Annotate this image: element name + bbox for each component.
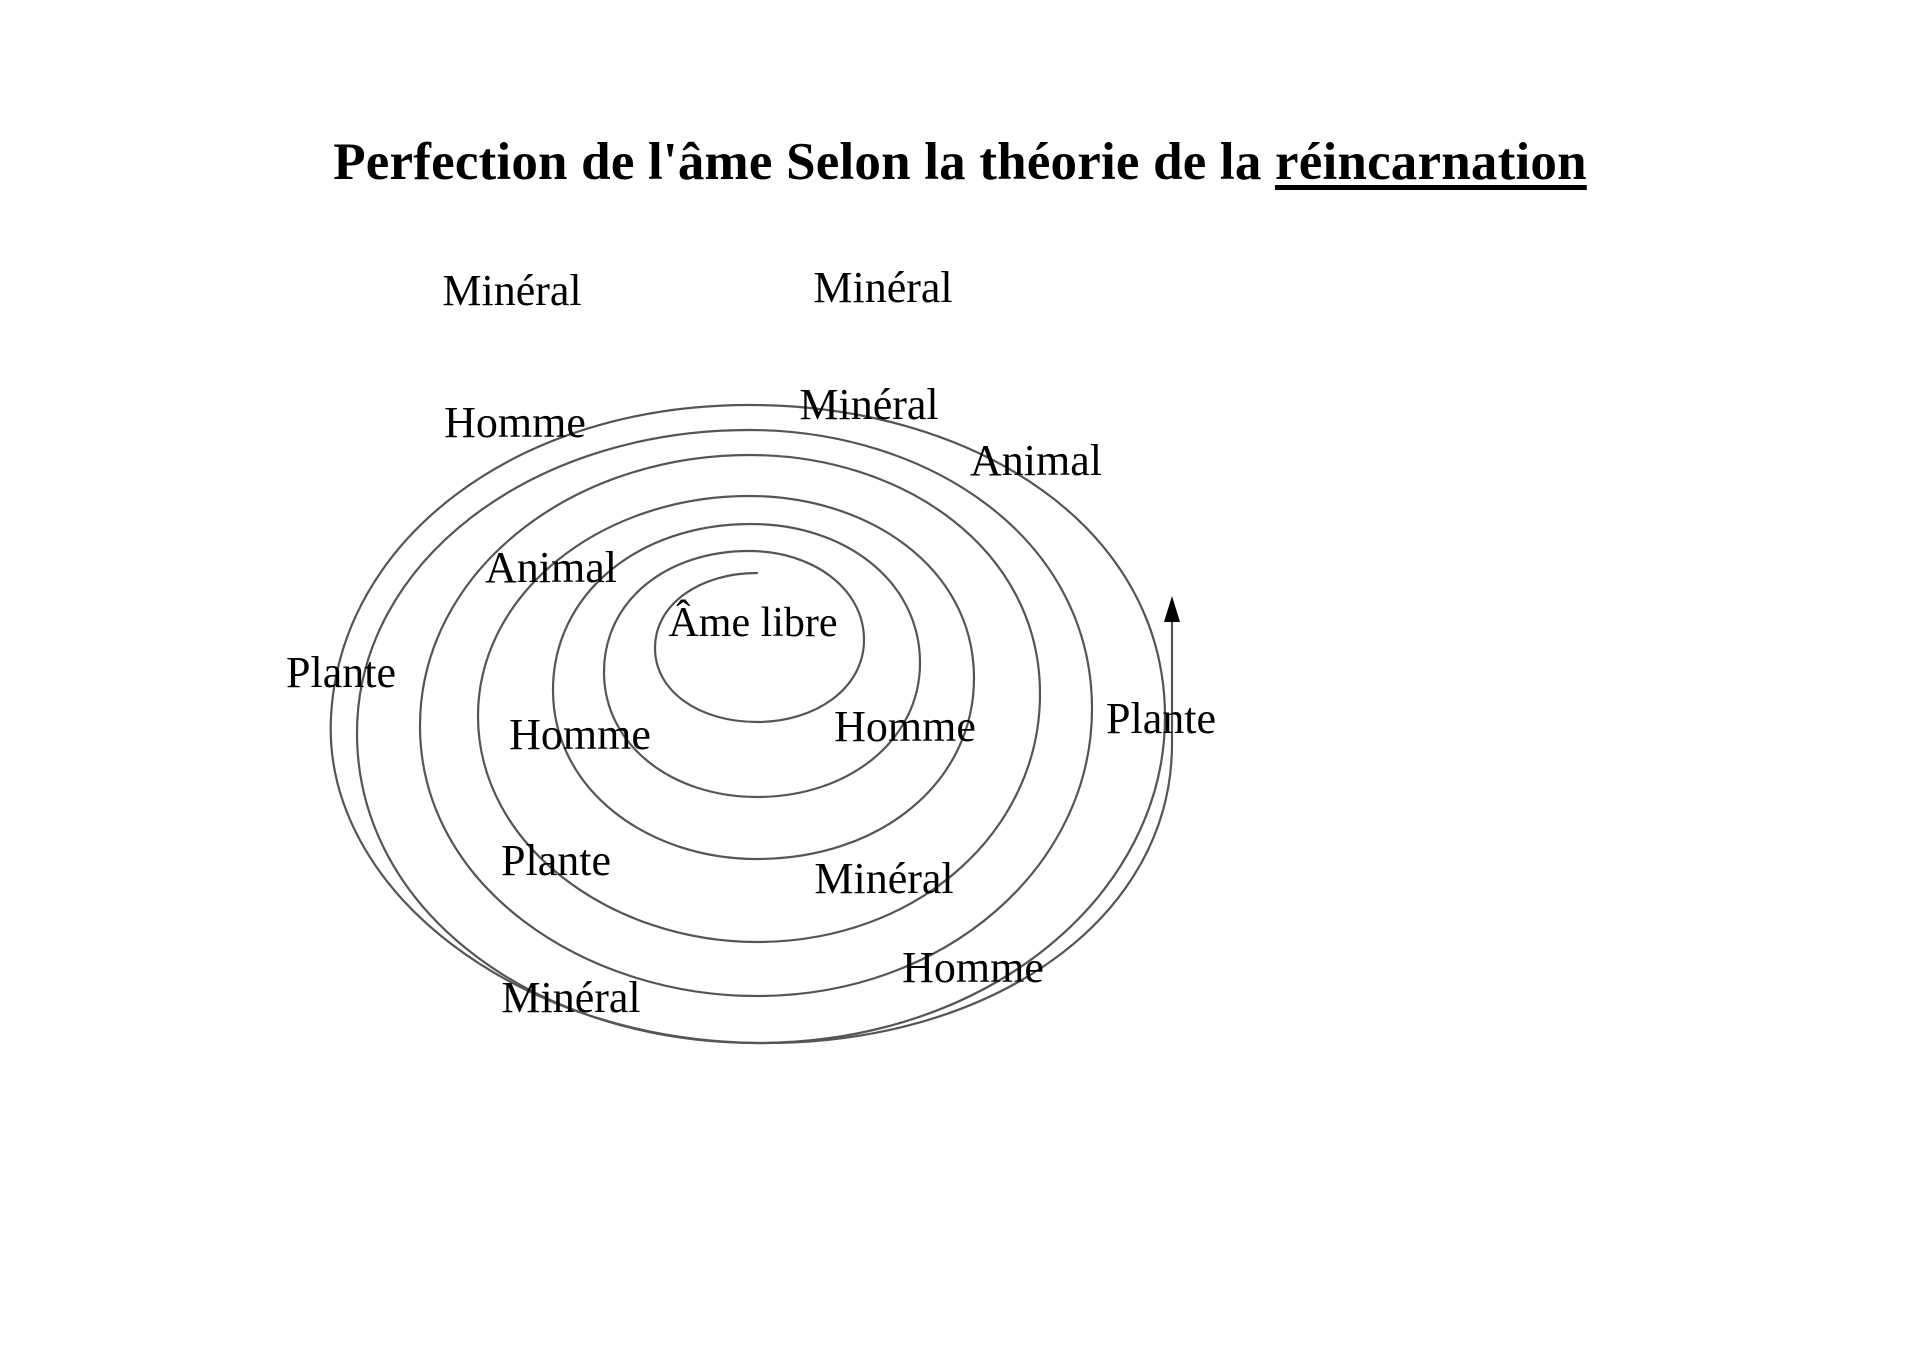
spiral-label-plante-1: Plante: [286, 648, 396, 697]
spiral-label-animal-2: Animal: [485, 543, 617, 592]
spiral-label-plante-2: Plante: [1106, 694, 1216, 743]
page-title-emphasis: réincarnation: [1275, 132, 1587, 191]
spiral-label-homme-4: Homme: [902, 943, 1044, 992]
spiral-label-homme-1: Homme: [444, 398, 586, 447]
spiral-label-homme-3: Homme: [834, 702, 976, 751]
spiral-label-ame-libre: Âme libre: [668, 600, 838, 646]
spiral-label-mineral-2: Minéral: [813, 263, 953, 312]
page-title-prefix: Perfection de l'âme Selon la théorie de la: [333, 132, 1276, 191]
spiral-outer-arc: [331, 612, 1172, 1043]
spiral-label-mineral-4: Minéral: [814, 854, 954, 903]
spiral-label-animal-1: Animal: [970, 436, 1102, 485]
spiral-label-mineral-3: Minéral: [799, 380, 939, 429]
spiral-label-mineral-1: Minéral: [442, 266, 582, 315]
spiral-label-mineral-5: Minéral: [501, 973, 641, 1022]
spiral-label-homme-2: Homme: [509, 710, 651, 759]
arrow-head: [1164, 596, 1180, 622]
spiral-label-plante-3: Plante: [501, 836, 611, 885]
